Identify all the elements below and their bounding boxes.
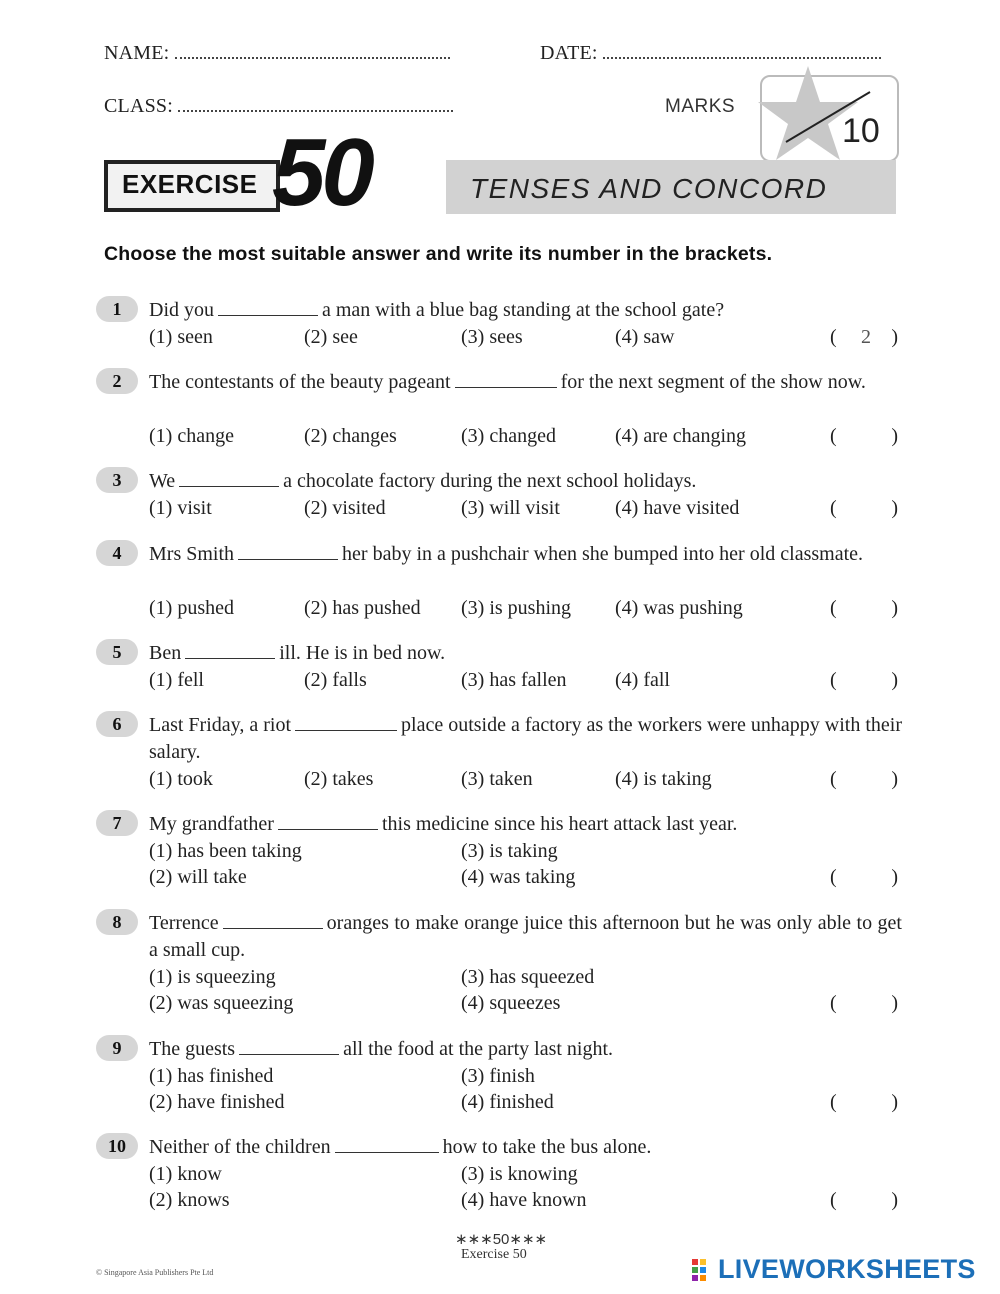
option-3[interactable]: (3) is pushing [461, 597, 571, 619]
option-1[interactable]: (1) has finished [149, 1065, 274, 1087]
option-1[interactable]: (1) seen [149, 326, 213, 348]
option-4[interactable]: (4) squeezes [461, 992, 561, 1014]
question-stem [149, 1134, 902, 1161]
bracket-open: ( [830, 497, 837, 519]
answer-blank [218, 301, 318, 316]
answer-blank [223, 914, 323, 929]
stem-before: My grandfather [149, 813, 274, 835]
option-3[interactable]: (2) knows [149, 1189, 230, 1211]
stem-before: We [149, 470, 176, 492]
answer-input[interactable]: 2 [861, 326, 871, 348]
option-4[interactable]: (4) was taking [461, 866, 576, 888]
stem-after: a man with a blue bag standing at the school gate? [322, 299, 725, 321]
stem-after: for the next segment of the show now. [560, 371, 866, 393]
liveworksheets-logo-icon [692, 1259, 714, 1281]
bracket-close: ) [891, 497, 898, 519]
question-stem [149, 297, 902, 324]
topic-title: TENSES AND CONCORD [470, 173, 828, 204]
instructions: Choose the most suitable answer and write its number in the brackets. [104, 243, 773, 265]
question-stem [149, 468, 902, 495]
bracket-open: ( [830, 425, 837, 447]
stem-before: The guests [149, 1038, 236, 1060]
question-number: 9 [96, 1035, 138, 1061]
option-2[interactable]: (2) has pushed [304, 597, 421, 619]
page-number: ∗∗∗50∗∗∗ [455, 1231, 548, 1248]
option-4[interactable]: (4) is taking [615, 768, 712, 790]
option-4[interactable]: (4) have known [461, 1189, 587, 1211]
answer-blank [455, 373, 557, 388]
answer-blank [295, 716, 397, 731]
answer-blank [335, 1138, 439, 1153]
bracket-close: ) [891, 1189, 898, 1211]
date-dotted-line[interactable] [603, 43, 881, 59]
option-3[interactable]: (2) have finished [149, 1091, 285, 1113]
bracket-close: ) [891, 768, 898, 790]
answer-blank [238, 545, 338, 560]
stem-before: Last Friday, a riot [149, 714, 292, 736]
name-field [104, 42, 450, 65]
question-stem [149, 640, 902, 667]
option-1[interactable]: (1) change [149, 425, 234, 447]
option-4[interactable]: (4) saw [615, 326, 675, 348]
option-1[interactable]: (1) know [149, 1163, 222, 1185]
name-dotted-line[interactable] [175, 43, 450, 59]
bracket-close: ) [891, 1091, 898, 1113]
question-number: 1 [96, 296, 138, 322]
name-label: NAME: [104, 42, 170, 64]
option-2[interactable]: (3) finish [461, 1065, 535, 1087]
option-1[interactable]: (1) took [149, 768, 213, 790]
option-3[interactable]: (2) was squeezing [149, 992, 294, 1014]
option-4[interactable]: (4) have visited [615, 497, 740, 519]
answer-blank [278, 815, 378, 830]
stem-after: oranges to make orange juice this afternoon but he was only able to get a small cup. [149, 912, 902, 961]
bracket-open: ( [830, 1189, 837, 1211]
stem-after: ill. He is in bed now. [279, 642, 446, 664]
option-1[interactable]: (1) pushed [149, 597, 234, 619]
option-3[interactable]: (3) has fallen [461, 669, 567, 691]
option-3[interactable]: (3) taken [461, 768, 533, 790]
bracket-open: ( [830, 326, 837, 348]
option-2[interactable]: (3) is taking [461, 840, 558, 862]
stem-after: how to take the bus alone. [442, 1136, 652, 1158]
option-1[interactable]: (1) visit [149, 497, 212, 519]
stem-after: all the food at the party last night. [343, 1038, 614, 1060]
bracket-open: ( [830, 992, 837, 1014]
question-stem [149, 910, 902, 964]
stem-after: this medicine since his heart attack last year. [381, 813, 738, 835]
class-dotted-line[interactable] [178, 96, 453, 112]
date-label: DATE: [540, 42, 598, 64]
option-2[interactable]: (2) takes [304, 768, 374, 790]
question-stem [149, 712, 902, 766]
question-number: 7 [96, 810, 138, 836]
answer-blank [185, 644, 275, 659]
question-number: 6 [96, 711, 138, 737]
option-1[interactable]: (1) is squeezing [149, 966, 276, 988]
question-stem [149, 369, 902, 396]
bracket-close: ) [891, 866, 898, 888]
answer-blank [179, 472, 279, 487]
question-stem [149, 541, 902, 568]
stem-after: her baby in a pushchair when she bumped into her old classmate. [342, 543, 863, 565]
option-2[interactable]: (2) falls [304, 669, 367, 691]
question-number: 10 [96, 1133, 138, 1159]
bracket-open: ( [830, 866, 837, 888]
option-4[interactable]: (4) fall [615, 669, 670, 691]
option-2[interactable]: (2) changes [304, 425, 397, 447]
question-number: 2 [96, 368, 138, 394]
bracket-open: ( [830, 669, 837, 691]
stem-before: Terrence [149, 912, 219, 934]
option-2[interactable]: (3) has squeezed [461, 966, 595, 988]
option-3[interactable]: (3) changed [461, 425, 556, 447]
marks-total: 10 [842, 112, 880, 150]
question-number: 4 [96, 540, 138, 566]
exercise-label: EXERCISE [122, 169, 258, 199]
option-3[interactable]: (3) sees [461, 326, 523, 348]
stem-before: Did you [149, 299, 214, 321]
option-1[interactable]: (1) fell [149, 669, 204, 691]
option-4[interactable]: (4) finished [461, 1091, 554, 1113]
bracket-open: ( [830, 1091, 837, 1113]
option-3[interactable]: (2) will take [149, 866, 247, 888]
bracket-close: ) [891, 326, 898, 348]
stem-after: place outside a factory as the workers were unhappy with their salary. [149, 714, 902, 763]
option-2[interactable]: (3) is knowing [461, 1163, 578, 1185]
stem-before: Mrs Smith [149, 543, 235, 565]
stem-before: Ben [149, 642, 182, 664]
bracket-open: ( [830, 768, 837, 790]
question-stem [149, 1036, 902, 1063]
question-number: 3 [96, 467, 138, 493]
bracket-open: ( [830, 597, 837, 619]
answer-blank [239, 1040, 339, 1055]
bracket-close: ) [891, 669, 898, 691]
option-4[interactable]: (4) was pushing [615, 597, 743, 619]
option-4[interactable]: (4) are changing [615, 425, 747, 447]
option-2[interactable]: (2) visited [304, 497, 386, 519]
question-stem [149, 811, 902, 838]
bracket-close: ) [891, 597, 898, 619]
bracket-close: ) [891, 425, 898, 447]
option-3[interactable]: (3) will visit [461, 497, 560, 519]
option-2[interactable]: (2) see [304, 326, 358, 348]
stem-before: Neither of the children [149, 1136, 331, 1158]
liveworksheets-brand[interactable]: LIVEWORKSHEETS [718, 1254, 976, 1284]
copyright: © Singapore Asia Publishers Pte Ltd [96, 1268, 214, 1277]
stem-after: a chocolate factory during the next school holidays. [283, 470, 697, 492]
class-label: CLASS: [104, 95, 174, 117]
question-number: 5 [96, 639, 138, 665]
class-field [104, 95, 453, 118]
stem-before: The contestants of the beauty pageant [149, 371, 451, 393]
footer-exercise: Exercise 50 [461, 1247, 527, 1262]
option-1[interactable]: (1) has been taking [149, 840, 302, 862]
exercise-number: 50 [272, 119, 371, 226]
bracket-close: ) [891, 992, 898, 1014]
marks-label: MARKS [665, 96, 736, 117]
question-number: 8 [96, 909, 138, 935]
